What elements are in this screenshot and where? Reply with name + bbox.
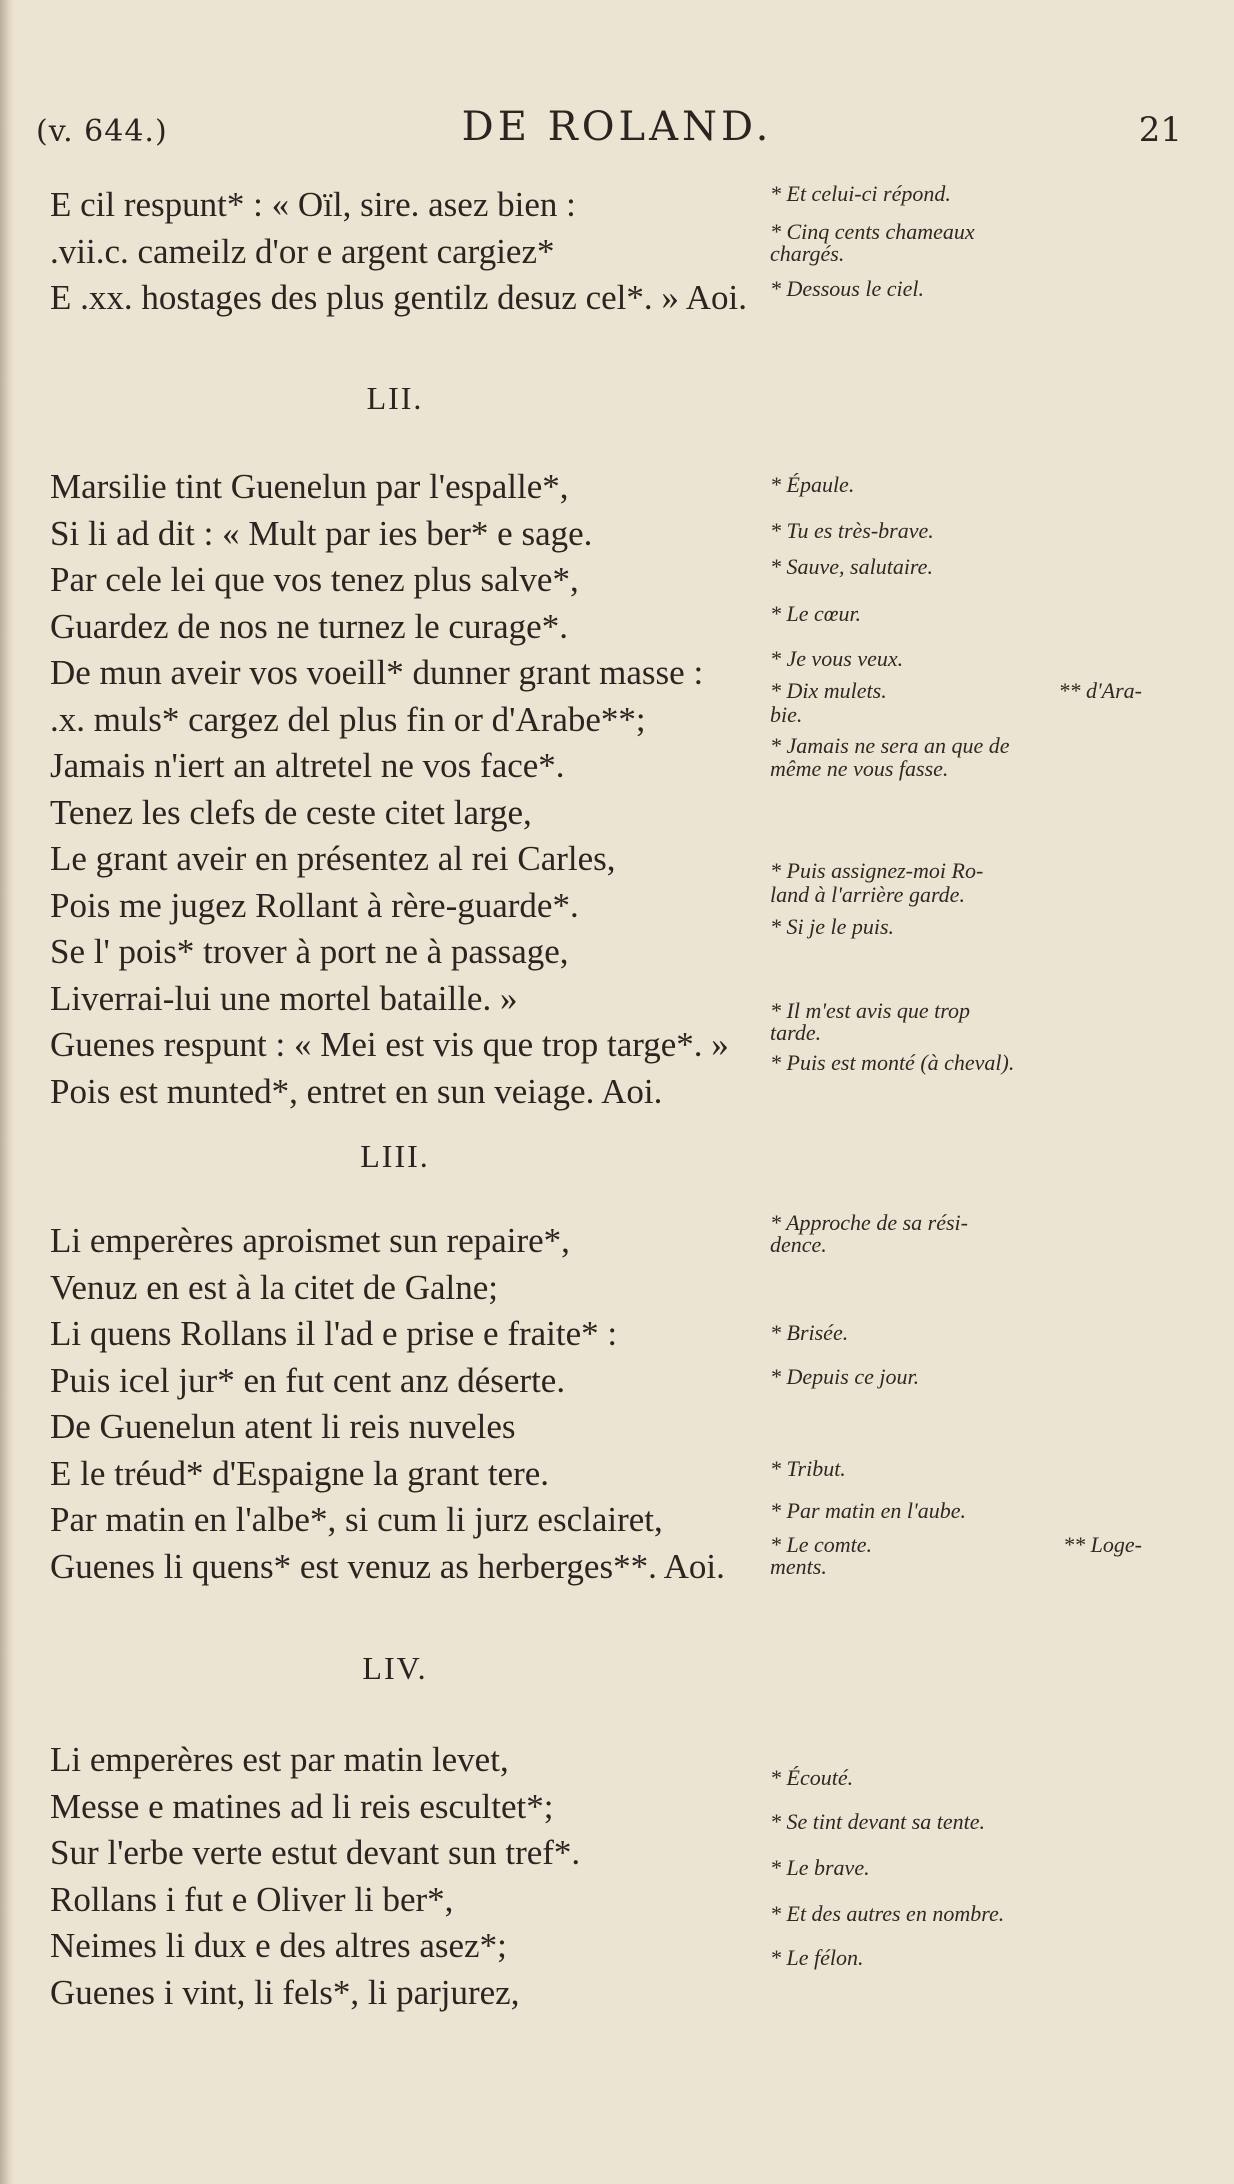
gloss-note: * Et des autres en nombre. xyxy=(770,1901,1005,1926)
gloss-note: chargés. xyxy=(770,241,845,266)
gloss-note: * Par matin en l'aube. xyxy=(770,1498,966,1523)
gloss-note: * Et celui-ci répond. xyxy=(770,181,951,206)
verse-line: De mun aveir vos voeill* dunner grant masse : xyxy=(50,653,704,692)
gloss-note-row xyxy=(770,1534,1150,1556)
verse-line: Guardez de nos ne turnez le curage*. xyxy=(50,606,568,646)
gloss-note: * Cinq cents chameaux xyxy=(770,219,975,244)
gloss-note: * Le félon. xyxy=(770,1945,864,1970)
verse-line: Le grant aveir en présentez al rei Carles, xyxy=(50,839,616,878)
gloss-note: * Approche de sa rési- xyxy=(770,1210,968,1235)
gloss-note: * Puis est monté (à cheval). xyxy=(770,1050,1015,1075)
gloss-note: tarde. xyxy=(770,1020,822,1045)
gloss-note: * Le cœur. xyxy=(770,601,862,626)
gloss-note: * Dix mulets. xyxy=(770,678,887,703)
gloss-note: ** d'Ara- xyxy=(1058,678,1142,703)
verse-line: Venuz en est à la citet de Galne; xyxy=(50,1267,498,1307)
top-verses xyxy=(50,182,750,322)
verse-line: Si li ad dit : « Mult par ies ber* e sage. xyxy=(50,513,593,553)
verse-line: Messe e matines ad li reis escultet*; xyxy=(50,1786,554,1826)
verse-line: .vii.c. cameilz d'or e argent cargiez* xyxy=(50,231,555,271)
gloss-note: * Se tint devant sa tente. xyxy=(770,1809,986,1834)
gloss-note: * Puis assignez-moi Ro- xyxy=(770,858,984,883)
verse-line: Liverrai-lui une mortel bataille. » xyxy=(50,978,518,1018)
gloss-note: * Il m'est avis que trop xyxy=(770,998,971,1023)
stanza-number: LIII. xyxy=(360,1138,430,1174)
verse-line: Li emperères aproismet sun repaire*, xyxy=(50,1221,570,1260)
gloss-note: * Épaule. xyxy=(770,472,855,497)
gloss-note: même ne vous fasse. xyxy=(770,756,949,781)
verse-line: Tenez les clefs de ceste citet large, xyxy=(50,792,532,832)
verse-line: Guenes li quens* est venuz as herberges**. Aoi. xyxy=(50,1546,725,1586)
gloss-note: land à l'arrière garde. xyxy=(770,882,965,907)
stanza-lii-verses xyxy=(50,464,750,1115)
gloss-note: bie. xyxy=(770,702,803,727)
gloss-note: * Écouté. xyxy=(770,1765,854,1790)
gloss-note: dence. xyxy=(770,1232,827,1257)
gloss-note: ments. xyxy=(770,1554,827,1579)
stanza-liii-verses xyxy=(50,1218,750,1590)
stanza-number: LII. xyxy=(366,380,424,416)
verse-line: De Guenelun atent li reis nuveles xyxy=(50,1407,516,1446)
verse-line: Par cele lei que vos tenez plus salve*, xyxy=(50,560,579,599)
verse-line: Pois me jugez Rollant à rère-guarde*. xyxy=(50,885,579,925)
verse-line: Jamais n'iert an altretel ne vos face*. xyxy=(50,746,565,785)
gloss-note: * Brisée. xyxy=(770,1320,849,1345)
gloss-note-row xyxy=(770,680,1150,702)
verse-reference: (v. 644.) xyxy=(36,114,168,149)
verse-line: E .xx. hostages des plus gentilz desuz cel*. » Aoi. xyxy=(50,278,747,317)
verse-line: Par matin en l'albe*, si cum li jurz esclairet, xyxy=(50,1500,663,1539)
verse-line: Puis icel jur* en fut cent anz déserte. xyxy=(50,1360,566,1400)
verse-line: Rollans i fut e Oliver li ber*, xyxy=(50,1879,454,1919)
verse-line: E cil respunt* : « Oïl, sire. asez bien : xyxy=(50,185,576,224)
gloss-note: * Depuis ce jour. xyxy=(770,1364,920,1389)
running-head xyxy=(0,100,1234,160)
gloss-note: * Le brave. xyxy=(770,1855,870,1880)
verse-line: Pois est munted*, entret en sun veiage. Aoi. xyxy=(50,1071,663,1111)
verse-line: Marsilie tint Guenelun par l'espalle*, xyxy=(50,467,569,506)
gloss-note: * Jamais ne sera an que de xyxy=(770,733,1010,758)
gloss-note: * Tu es très-brave. xyxy=(770,518,934,543)
gloss-note: * Je vous veux. xyxy=(770,646,904,671)
gloss-note: * Sauve, salutaire. xyxy=(770,554,933,579)
stanza-liv-verses xyxy=(50,1737,750,2016)
gloss-note: * Dessous le ciel. xyxy=(770,276,924,301)
verse-line: Li emperères est par matin levet, xyxy=(50,1740,509,1779)
gloss-note: ** Loge- xyxy=(1063,1532,1142,1557)
verse-line: Neimes li dux e des altres asez*; xyxy=(50,1926,507,1965)
verse-line: Sur l'erbe verte estut devant sun tref*. xyxy=(50,1833,581,1872)
gloss-note: * Tribut. xyxy=(770,1456,846,1481)
gloss-note: * Le comte. xyxy=(770,1532,873,1557)
stanza-number: LIV. xyxy=(362,1650,428,1686)
verse-line: Guenes i vint, li fels*, li parjurez, xyxy=(50,1972,520,2012)
verse-line: E le tréud* d'Espaigne la grant tere. xyxy=(50,1453,550,1493)
page-number: 21 xyxy=(1138,110,1182,150)
verse-line: .x. muls* cargez del plus fin or d'Arabe**; xyxy=(50,699,646,739)
verse-line: Li quens Rollans il l'ad e prise e fraite* : xyxy=(50,1314,618,1353)
running-title: DE ROLAND. xyxy=(461,104,773,150)
gloss-note: * Si je le puis. xyxy=(770,914,895,939)
verse-line: Guenes respunt : « Mei est vis que trop targe*. » xyxy=(50,1025,729,1064)
verse-line: Se l' pois* trover à port ne à passage, xyxy=(50,932,569,971)
